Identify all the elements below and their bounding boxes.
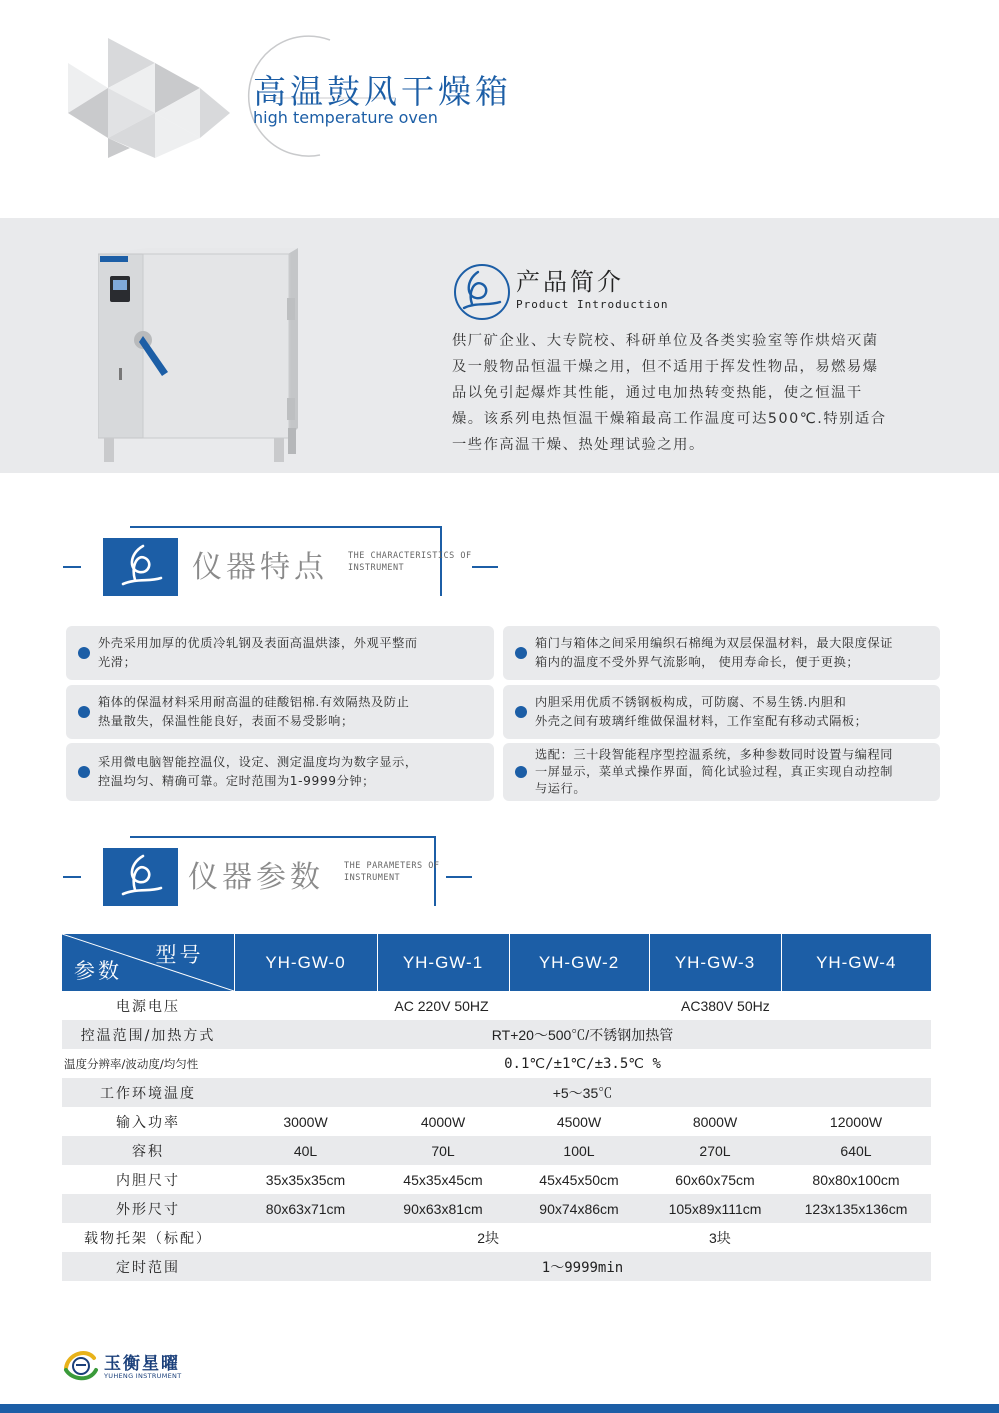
feature-item xyxy=(66,685,494,739)
features-subtitle xyxy=(348,550,488,574)
quill-logo-icon xyxy=(103,848,178,906)
parameters-subtitle xyxy=(344,860,484,884)
parameters-subtitle-line: INSTRUMENT xyxy=(344,873,401,883)
bullet-dot xyxy=(515,706,527,718)
bottom-accent-bar xyxy=(0,1404,999,1413)
row-label: 定时范围 xyxy=(62,1252,234,1281)
brand-name: 玉衡星曜 xyxy=(104,1354,180,1374)
feature-line: 选配：三十段智能程序型控温系统，多种参数同时设置与编程同 xyxy=(535,747,894,762)
feature-item xyxy=(503,743,940,801)
row-label: 工作环境温度 xyxy=(62,1078,234,1107)
heading-icon-box xyxy=(103,538,178,596)
row-label: 内胆尺寸 xyxy=(116,1172,180,1189)
table-cell: 3块 xyxy=(709,1229,731,1246)
heading-rule-right xyxy=(446,876,472,878)
intro-line: 及一般物品恒温干燥之用，但不适用于挥发性物品，易燃易爆 xyxy=(452,359,879,375)
parameters-title: 仪器参数 xyxy=(188,860,324,895)
page-subtitle: high temperature oven xyxy=(253,108,438,127)
feature-line: 光滑； xyxy=(98,655,137,669)
features-title: 仪器特点 xyxy=(192,550,328,585)
feature-text xyxy=(535,693,867,731)
corner-model-label: 型号 xyxy=(155,944,204,967)
row-label: 温度分辨率/波动度/均匀性 xyxy=(64,1056,199,1071)
feature-item xyxy=(66,626,494,680)
table-row xyxy=(62,1165,931,1194)
table-cell: 90x74x86cm xyxy=(509,1194,649,1223)
feature-item xyxy=(503,685,940,739)
feature-line: 控温均匀、精确可靠。定时范围为1-9999分钟； xyxy=(98,774,375,788)
page-header xyxy=(0,0,999,200)
table-cell: 100L xyxy=(509,1136,649,1165)
parameters-heading xyxy=(60,836,510,916)
brand-logo-icon xyxy=(62,1346,100,1384)
table-row xyxy=(62,1049,931,1078)
intro-line: 品以免引起爆炸其性能，通过电加热转变热能，使之恒温干 xyxy=(452,385,863,401)
table-row xyxy=(62,1107,931,1136)
table-cell: 4000W xyxy=(420,1113,466,1130)
table-header-row xyxy=(62,934,931,991)
model-header: YH-GW-0 xyxy=(234,934,377,991)
table-cell: 60x60x75cm xyxy=(675,1171,755,1188)
model-header: YH-GW-2 xyxy=(509,934,649,991)
table-cell: 40L xyxy=(234,1136,377,1165)
product-intro-panel xyxy=(0,218,999,473)
feature-text xyxy=(98,753,418,791)
features-subtitle-line: THE CHARACTERISTICS OF xyxy=(348,551,472,561)
table-cell: 270L xyxy=(649,1136,781,1165)
feature-item xyxy=(66,743,494,801)
table-cell: +5～35℃ xyxy=(234,1078,931,1107)
intro-paragraph xyxy=(452,328,918,458)
heading-icon-box xyxy=(103,848,178,906)
row-label: 载物托架（标配） xyxy=(84,1230,212,1247)
intro-heading: 产品简介 xyxy=(516,268,624,296)
feature-line: 内胆采用优质不锈钢板构成，可防腐、不易生锈.内胆和 xyxy=(535,695,847,709)
feature-line: 箱内的温度不受外界气流影响， 使用寿命长，便于更换； xyxy=(535,655,860,669)
table-row xyxy=(62,1020,931,1049)
table-row xyxy=(62,1252,931,1281)
feature-line: 箱体的保温材料采用耐高温的硅酸铝棉.有效隔热及防止 xyxy=(98,695,410,709)
model-header: YH-GW-4 xyxy=(781,934,931,991)
oven-product-image xyxy=(98,248,358,468)
parameters-table xyxy=(62,934,931,1281)
intro-line: 燥。该系列电热恒温干燥箱最高工作温度可达500℃.特别适合 xyxy=(452,411,887,427)
feature-line: 与运行。 xyxy=(535,781,587,796)
table-cell: 90x63x81cm xyxy=(377,1194,509,1223)
row-label: 容积 xyxy=(62,1136,234,1165)
table-cell: 4500W xyxy=(556,1113,602,1130)
intro-subheading: Product Introduction xyxy=(516,298,669,311)
table-cell: RT+20～500℃/不锈钢加热管 xyxy=(234,1020,931,1049)
intro-logo-icon xyxy=(452,262,512,322)
table-row xyxy=(62,1078,931,1107)
table-cell: 3000W xyxy=(283,1113,328,1130)
table-row xyxy=(62,1223,931,1252)
table-cell: 1～9999min xyxy=(234,1252,931,1281)
table-corner-cell xyxy=(62,934,234,991)
page-title: 高温鼓风干燥箱 xyxy=(253,72,512,111)
table-cell: 80x80x100cm xyxy=(812,1171,900,1188)
table-cell: 0.1℃/±1℃/±3.5℃ % xyxy=(504,1055,661,1072)
bullet-dot xyxy=(78,647,90,659)
feature-text xyxy=(98,693,409,731)
feature-line: 外壳之间有玻璃纤维做保温材料，工作室配有移动式隔板； xyxy=(535,714,868,728)
intro-line: 供厂矿企业、大专院校、科研单位及各类实验室等作烘焙灭菌 xyxy=(452,333,879,349)
feature-line: 采用微电脑智能控温仪，设定、测定温度均为数字显示， xyxy=(98,755,418,769)
heading-rule-right xyxy=(472,566,498,568)
table-cell: AC380V 50Hz xyxy=(681,997,770,1014)
heading-rule-left xyxy=(63,876,81,878)
table-cell: 35x35x35cm xyxy=(265,1171,346,1188)
table-cell: AC 220V 50HZ xyxy=(394,997,489,1014)
parameters-subtitle-line: THE PARAMETERS OF xyxy=(344,861,440,871)
table-cell: 8000W xyxy=(692,1113,738,1130)
table-cell: 105x89x111cm xyxy=(649,1194,781,1223)
brand-footer xyxy=(62,1346,262,1386)
table-cell: 45x35x45cm xyxy=(403,1171,483,1188)
row-label: 输入功率 xyxy=(116,1114,180,1131)
bullet-dot xyxy=(78,766,90,778)
model-header: YH-GW-3 xyxy=(649,934,781,991)
table-cell: 640L xyxy=(781,1136,931,1165)
bullet-dot xyxy=(78,706,90,718)
corner-param-label: 参数 xyxy=(74,960,122,983)
feature-line: 热量散失，保温性能良好，表面不易受影响； xyxy=(98,714,354,728)
table-row xyxy=(62,1136,931,1165)
feature-text xyxy=(98,634,418,672)
row-label: 外形尺寸 xyxy=(62,1194,234,1223)
feature-line: 一屏显示，菜单式操作界面，简化试验过程，真正实现自动控制 xyxy=(535,764,894,779)
table-cell: 70L xyxy=(377,1136,509,1165)
table-cell: 45x45x50cm xyxy=(539,1171,619,1188)
table-row xyxy=(62,991,931,1020)
model-header: YH-GW-1 xyxy=(377,934,509,991)
heading-rule-left xyxy=(63,566,81,568)
table-cell: 12000W xyxy=(829,1113,883,1130)
table-cell: 2块 xyxy=(477,1229,499,1246)
feature-line: 箱门与箱体之间采用编织石棉绳为双层保温材料，最大限度保证 xyxy=(535,636,894,650)
feature-line: 外壳采用加厚的优质冷轧钢及表面高温烘漆，外观平整而 xyxy=(98,636,418,650)
feature-text xyxy=(535,747,893,798)
row-label: 电源电压 xyxy=(116,998,180,1015)
features-subtitle-line: INSTRUMENT xyxy=(348,563,405,573)
table-cell: 123x135x136cm xyxy=(781,1194,931,1223)
intro-line: 一些作高温干燥、热处理试验之用。 xyxy=(452,437,705,453)
feature-item xyxy=(503,626,940,680)
row-label: 控温范围/加热方式 xyxy=(62,1020,234,1049)
features-heading xyxy=(60,526,510,606)
bullet-dot xyxy=(515,766,527,778)
table-row xyxy=(62,1194,931,1223)
quill-logo-icon xyxy=(103,538,178,596)
bullet-dot xyxy=(515,647,527,659)
brand-name-en: YUHENG INSTRUMENT xyxy=(104,1372,182,1380)
feature-text xyxy=(535,634,893,672)
table-cell: 80x63x71cm xyxy=(234,1194,377,1223)
